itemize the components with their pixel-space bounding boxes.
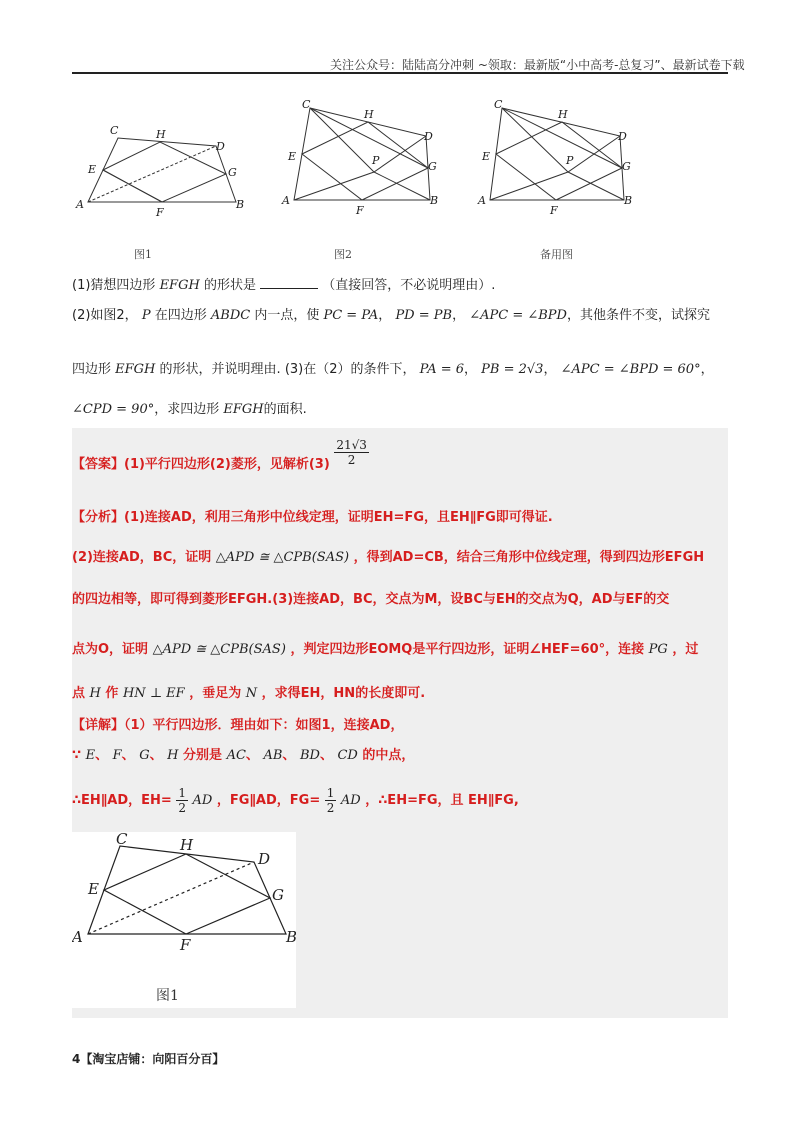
- detail-2a: ∵: [72, 748, 82, 763]
- q2-d: ABDC: [210, 308, 251, 323]
- big-label-G: G: [272, 886, 284, 904]
- analysis-line-5: [72, 684, 425, 704]
- label-F: F: [156, 206, 164, 218]
- analysis-4d: PG: [648, 642, 668, 657]
- q2-h: PD = PB: [395, 308, 453, 323]
- q2-a: (2)如图2，: [72, 308, 138, 323]
- detail-3d: AD: [340, 793, 361, 808]
- detail-2k: 、: [245, 748, 259, 763]
- label-A: A: [282, 194, 290, 207]
- q3-g: PB = 2√3: [481, 362, 544, 377]
- q4-c: EFGH: [223, 402, 264, 417]
- detail-2e: 、: [121, 748, 135, 763]
- q2-c: 在四边形: [154, 308, 207, 323]
- frac-den-2: 2: [326, 801, 335, 815]
- detail-2j: AC: [226, 748, 246, 763]
- detail-2l: AB: [263, 748, 283, 763]
- q2-f: PC = PA: [323, 308, 379, 323]
- frac-num-1: 1: [178, 786, 186, 800]
- analysis-line-2: [72, 548, 704, 568]
- q4-b: ，求四边形: [154, 402, 220, 417]
- detail-line-3: [72, 786, 519, 815]
- q2-e: 内一点，使: [254, 308, 320, 323]
- analysis-5f: N: [245, 686, 258, 701]
- label-D: D: [216, 140, 225, 153]
- frac-num-2: 1: [326, 786, 335, 800]
- q2-b: P: [141, 308, 151, 323]
- analysis-5g: ，求得EH，HN的长度即可.: [261, 686, 426, 701]
- detail-line-1: 【详解】（1）平行四边形．理由如下：如图1，连接AD，: [72, 718, 404, 733]
- label-E: E: [288, 150, 297, 163]
- analysis-2a: (2)连接AD，BC，证明: [72, 550, 212, 565]
- q4-d: 的面积.: [263, 402, 307, 417]
- q4-a: ∠CPD = 90°: [72, 402, 155, 417]
- detail-fraction-1: [176, 786, 188, 815]
- frac-numerator: 21√3: [336, 438, 367, 452]
- label-P: P: [372, 154, 380, 167]
- analysis-line-4: [72, 640, 698, 660]
- label-D: D: [618, 130, 627, 143]
- detail-3e: ，∴EH=FG，且 EH∥FG,: [365, 793, 519, 808]
- page-footer: 4【淘宝店铺：向阳百分百】: [72, 1052, 225, 1066]
- big-label-C: C: [116, 832, 128, 848]
- label-A: A: [478, 194, 486, 207]
- label-B: B: [236, 198, 245, 211]
- analysis-2c: ，得到AD=CB，结合三角形中位线定理，得到四边形EFGH: [353, 550, 705, 565]
- header-rule: [72, 72, 728, 74]
- q3-e: PA = 6: [419, 362, 465, 377]
- label-E: E: [482, 150, 491, 163]
- label-G: G: [428, 160, 437, 173]
- q1-post: 的形状是: [203, 278, 256, 293]
- analysis-5d: HN ⊥ EF: [122, 686, 185, 701]
- analysis-line-3: 的四边相等，即可得到菱形EFGH.(3)连接AD，BC，交点为M，设BC与EH的交点为Q，AD与EF的交: [72, 592, 670, 607]
- answer-line: [72, 438, 369, 479]
- label-C: C: [494, 98, 503, 111]
- answer-fraction: [334, 438, 369, 467]
- analysis-5a: 点: [72, 686, 86, 701]
- detail-3c: ，FG∥AD，FG=: [216, 793, 321, 808]
- q2-j: ∠APC = ∠BPD: [469, 308, 567, 323]
- label-A: A: [76, 198, 84, 211]
- figure-3-caption: 备用图: [540, 248, 573, 261]
- detail-2f: G: [139, 748, 150, 763]
- answer-blank: [260, 276, 318, 289]
- detail-2o: 、: [319, 748, 333, 763]
- q2-i: ，: [452, 308, 466, 323]
- analysis-5c: 作: [105, 686, 119, 701]
- question-3: [72, 360, 714, 380]
- q3-i: ∠APC = ∠BPD = 60°: [560, 362, 701, 377]
- q2-g: ，: [378, 308, 392, 323]
- analysis-line-1: 【分析】(1)连接AD，利用三角形中位线定理，证明EH=FG，且EH∥FG即可得证.: [72, 510, 553, 525]
- analysis-4a: 点为O，证明: [72, 642, 149, 657]
- label-B: B: [624, 194, 633, 207]
- q3-h: ，: [543, 362, 557, 377]
- label-G: G: [228, 166, 237, 179]
- q3-c: 的形状，并说明理由.: [159, 362, 281, 377]
- detail-2p: CD: [337, 748, 358, 763]
- analysis-4b: △APD ≅ △CPB(SAS): [152, 642, 286, 657]
- label-F: F: [550, 204, 558, 216]
- label-P: P: [566, 154, 574, 167]
- label-C: C: [302, 98, 311, 111]
- detail-2c: 、: [95, 748, 109, 763]
- analysis-5e: ，垂足为: [189, 686, 242, 701]
- big-label-D: D: [258, 850, 271, 868]
- frac-den-1: 2: [178, 801, 186, 815]
- figure-1-caption: 图1: [134, 248, 152, 261]
- answer-figure-1: [72, 832, 296, 1008]
- label-E: E: [88, 163, 97, 176]
- detail-2d: F: [112, 748, 122, 763]
- detail-fraction-2: [325, 786, 337, 815]
- analysis-2b: △APD ≅ △CPB(SAS): [215, 550, 350, 565]
- analysis-4c: ，判定四边形EOMQ是平行四边形，证明∠HEF=60°，连接: [290, 642, 645, 657]
- label-H: H: [364, 108, 374, 121]
- detail-2n: BD: [299, 748, 320, 763]
- answer-figure-caption: 图1: [156, 988, 179, 1004]
- detail-3b: AD: [192, 793, 213, 808]
- detail-3a: ∴EH∥AD，EH=: [72, 793, 172, 808]
- q1-text: (1)猜想四边形: [72, 278, 156, 293]
- big-label-F: F: [180, 936, 191, 954]
- label-G: G: [622, 160, 631, 173]
- figure-2: [276, 96, 446, 216]
- question-2: [72, 306, 710, 326]
- q1-var: EFGH: [159, 278, 200, 293]
- detail-2h: H: [167, 748, 179, 763]
- q2-k: ，其他条件不变，试探究: [566, 308, 710, 323]
- figure-1: [70, 118, 250, 218]
- detail-2q: 的中点，: [362, 748, 415, 763]
- frac-denominator: 2: [347, 453, 356, 467]
- q1-tail: （直接回答，不必说明理由）.: [322, 278, 496, 293]
- figure-3: [472, 96, 642, 216]
- label-C: C: [110, 124, 119, 137]
- label-B: B: [430, 194, 439, 207]
- detail-2m: 、: [282, 748, 296, 763]
- page-header: 关注公众号：陆陆高分冲刺 ~领取：最新版“小中高考-总复习”、最新试卷下载: [330, 58, 745, 72]
- label-H: H: [156, 128, 166, 141]
- label-D: D: [424, 130, 433, 143]
- q3-j: ，: [700, 362, 714, 377]
- question-1: [72, 276, 495, 296]
- question-4: [72, 400, 307, 420]
- q3-a: 四边形: [72, 362, 112, 377]
- label-H: H: [558, 108, 568, 121]
- figure-2-caption: 图2: [334, 248, 352, 261]
- q3-d: (3)在（2）的条件下，: [284, 362, 416, 377]
- q3-b: EFGH: [115, 362, 156, 377]
- detail-line-2: [72, 746, 414, 766]
- analysis-5b: H: [89, 686, 101, 701]
- big-label-H: H: [180, 836, 194, 854]
- answer-figure-box: [72, 832, 296, 1008]
- label-F: F: [356, 204, 364, 216]
- big-label-A: A: [72, 928, 83, 946]
- q3-f: ，: [464, 362, 478, 377]
- detail-2b: E: [85, 748, 96, 763]
- detail-2g: 、: [149, 748, 163, 763]
- analysis-4e: ，过: [672, 642, 699, 657]
- big-label-B: B: [286, 928, 296, 946]
- detail-2i: 分别是: [183, 748, 223, 763]
- answer-label: 【答案】(1)平行四边形(2)菱形，见解析(3): [72, 457, 330, 472]
- big-label-E: E: [88, 880, 99, 898]
